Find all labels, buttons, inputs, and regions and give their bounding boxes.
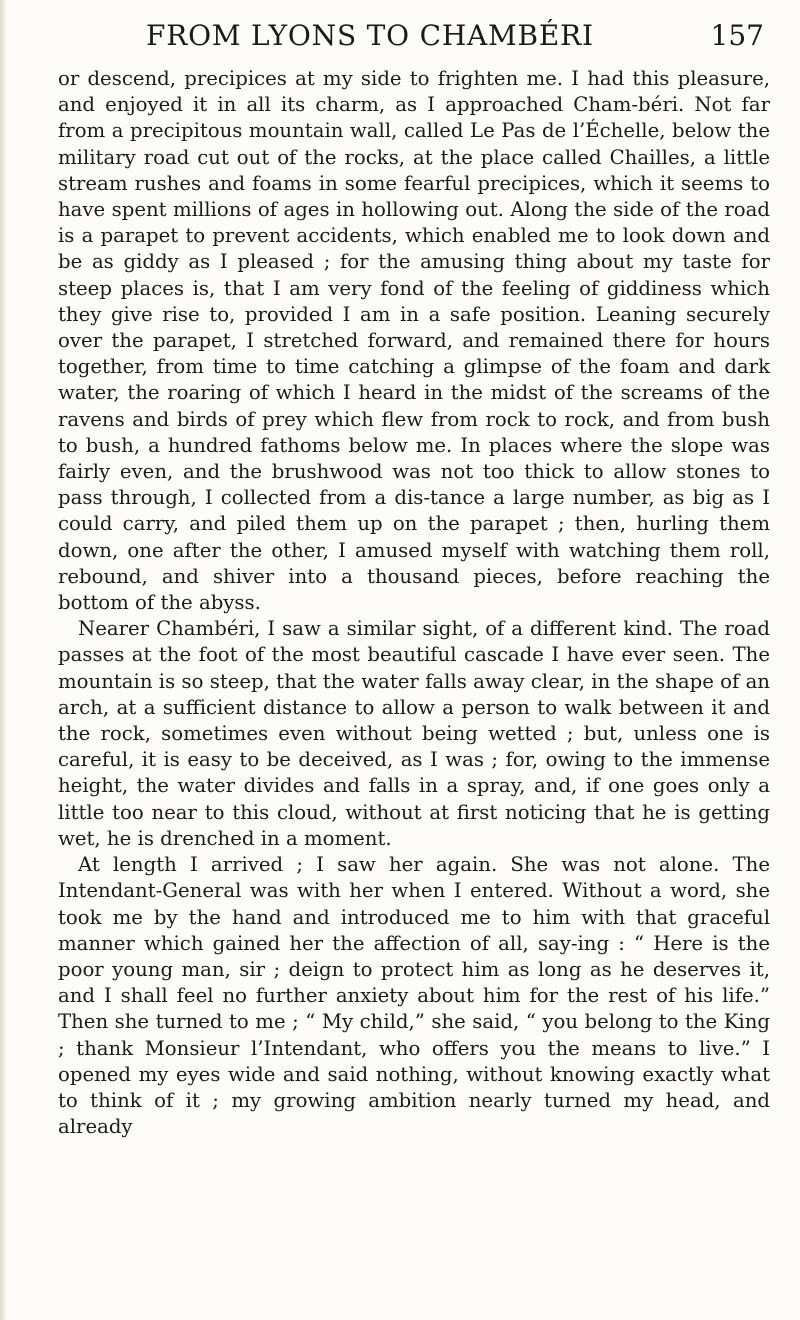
paragraph-3: At length I arrived ; I saw her again. She was not alone. The Intendant-General was with her when I entered. Without a word, she took me by the hand and introduced me to him with that graceful manner which gained her the affection of all, say-ing : “ Here is the poor young man, sir ; deign to protect him as long as he deserves it, and I shall feel no further anxiety about him for the rest of his life.” Then she turned to me ; “ My child,” she said, “ you belong to the King ; thank Monsieur l’Intendant, who offers you the means to live.” I opened my eyes wide and said nothing, without knowing exactly what to think of it ; my growing ambition nearly turned my head, and already [58, 853, 770, 1139]
page-number: 157 [710, 19, 764, 52]
running-header [58, 18, 770, 54]
body-text [58, 66, 770, 1140]
paragraph-1: or descend, precipices at my side to frighten me. I had this pleasure, and enjoyed it in all its charm, as I approached Cham-béri. Not far from a precipitous mountain wall, called Le Pas de l’Échelle, below the military road cut out of the rocks, at the place called Chailles, a little stream rushes and foams in some fearful precipices, which it seems to have spent millions of ages in hollowing out. Along the side of the road is a parapet to prevent accidents, which enabled me to look down and be as giddy as I pleased ; for the amusing thing about my taste for steep places is, that I am very fond of the feeling of giddiness which they give rise to, provided I am in a safe position. Leaning securely over the parapet, I stretched forward, and remained there for hours together, from time to time catching a glimpse of the foam and dark water, the roaring of which I heard in the midst of the screams of the ravens and birds of prey which flew from rock to rock, and from bush to bush, a hundred fathoms below me. In places where the slope was fairly even, and the brushwood was not too thick to allow stones to pass through, I collected from a dis-tance a large number, as big as I could carry, and piled them up on the parapet ; then, hurling them down, one after the other, I amused myself with watching them roll, rebound, and shiver into a thousand pieces, before reaching the bottom of the abyss. [58, 67, 770, 615]
page-edge-shadow [0, 0, 7, 1320]
running-title: FROM LYONS TO CHAMBÉRI [146, 19, 594, 52]
paragraph-2: Nearer Chambéri, I saw a similar sight, of a different kind. The road passes at the foot of the most beautiful cascade I have ever seen. The mountain is so steep, that the water falls away clear, in the shape of an arch, at a sufficient distance to allow a person to walk between it and the rock, sometimes even without being wetted ; but, unless one is careful, it is easy to be deceived, as I was ; for, owing to the immense height, the water divides and falls in a spray, and, if one goes only a little too near to this cloud, without at first noticing that he is getting wet, he is drenched in a moment. [58, 617, 770, 850]
